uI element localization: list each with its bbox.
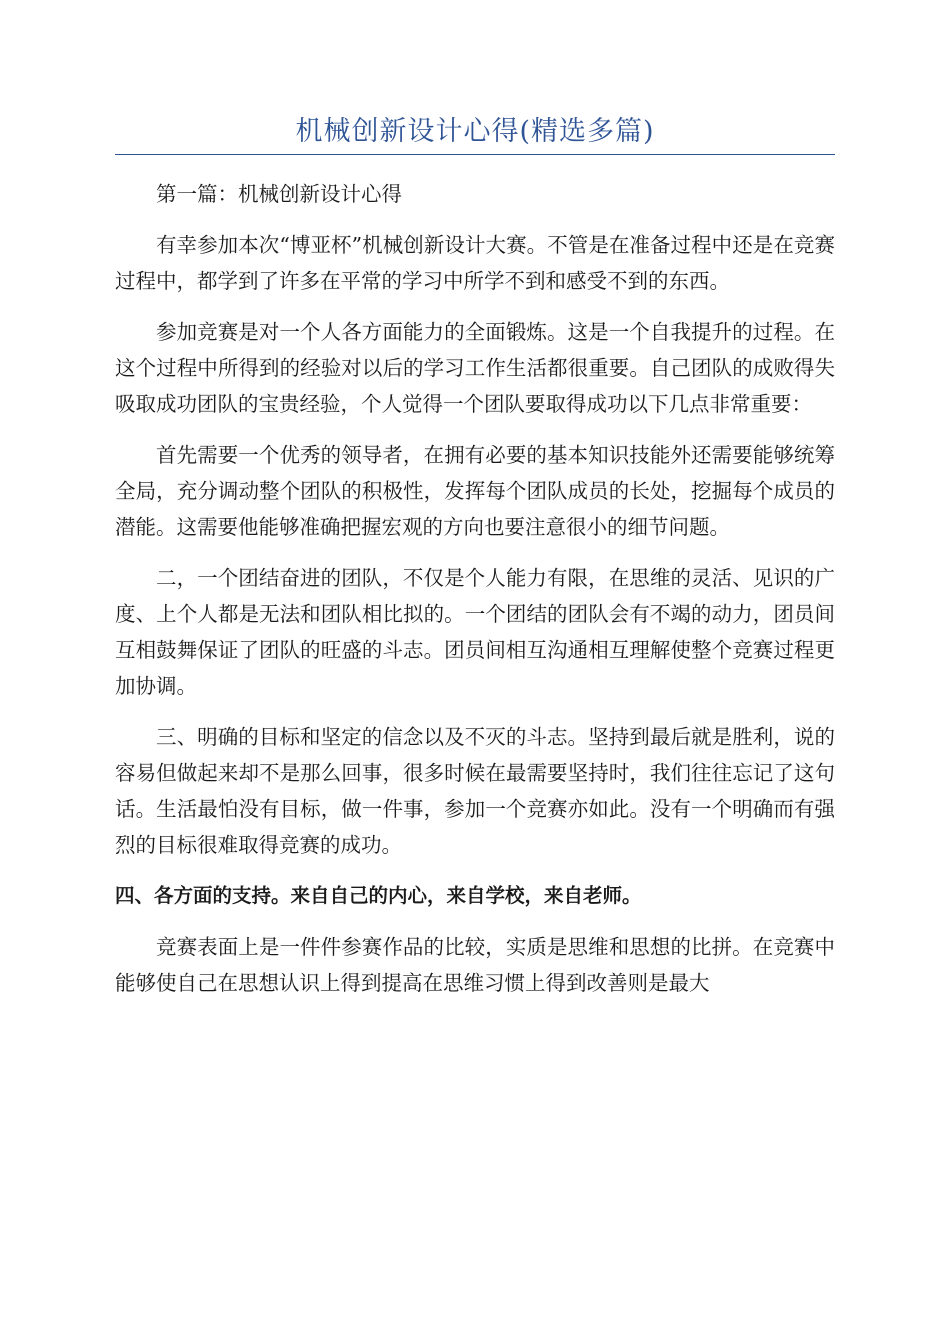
paragraph-point-leader: 首先需要一个优秀的领导者，在拥有必要的基本知识技能外还需要能够统筹全局，充分调动整个团队的积极性，发挥每个团队成员的长处，挖掘每个成员的潜能。这需要他能够准确把握宏观的方向也要注意很小的细节问题。 xyxy=(115,443,835,539)
paragraph-intro: 有幸参加本次“博亚杯”机械创新设计大赛。不管是在准备过程中还是在竞赛过程中，都学到了许多在平常的学习中所学不到和感受不到的东西。 xyxy=(115,233,835,293)
document-body xyxy=(115,176,835,1016)
title-underline xyxy=(115,154,835,155)
section-heading-part-one: 第一篇：机械创新设计心得 xyxy=(156,182,402,206)
paragraph-competition-essence: 竞赛表面上是一件件参赛作品的比较，实质是思维和思想的比拼。在竞赛中能够使自己在思想认识上得到提高在思维习惯上得到改善则是最大 xyxy=(115,935,835,995)
paragraph-point-support: 四、各方面的支持。来自自己的内心，来自学校，来自老师。 xyxy=(115,884,642,907)
paragraph-competition-value: 参加竞赛是对一个人各方面能力的全面锻炼。这是一个自我提升的过程。在这个过程中所得到的经验对以后的学习工作生活都很重要。自己团队的成败得失吸取成功团队的宝贵经验，个人觉得一个团队要取得成功以下几点非常重要： xyxy=(115,320,835,416)
document-title: 机械创新设计心得(精选多篇) xyxy=(295,116,655,147)
paragraph-point-goal: 三、明确的目标和坚定的信念以及不灭的斗志。坚持到最后就是胜利，说的容易但做起来却不是那么回事，很多时候在最需要坚持时，我们往往忘记了这句话。生活最怕没有目标，做一件事，参加一个竞赛亦如此。没有一个明确而有强烈的目标很难取得竞赛的成功。 xyxy=(115,725,835,857)
paragraph-point-team: 二，一个团结奋进的团队，不仅是个人能力有限，在思维的灵活、见识的广度、上个人都是无法和团队相比拟的。一个团结的团队会有不竭的动力，团员间互相鼓舞保证了团队的旺盛的斗志。团员间相互沟通相互理解使整个竞赛过程更加协调。 xyxy=(115,566,835,698)
